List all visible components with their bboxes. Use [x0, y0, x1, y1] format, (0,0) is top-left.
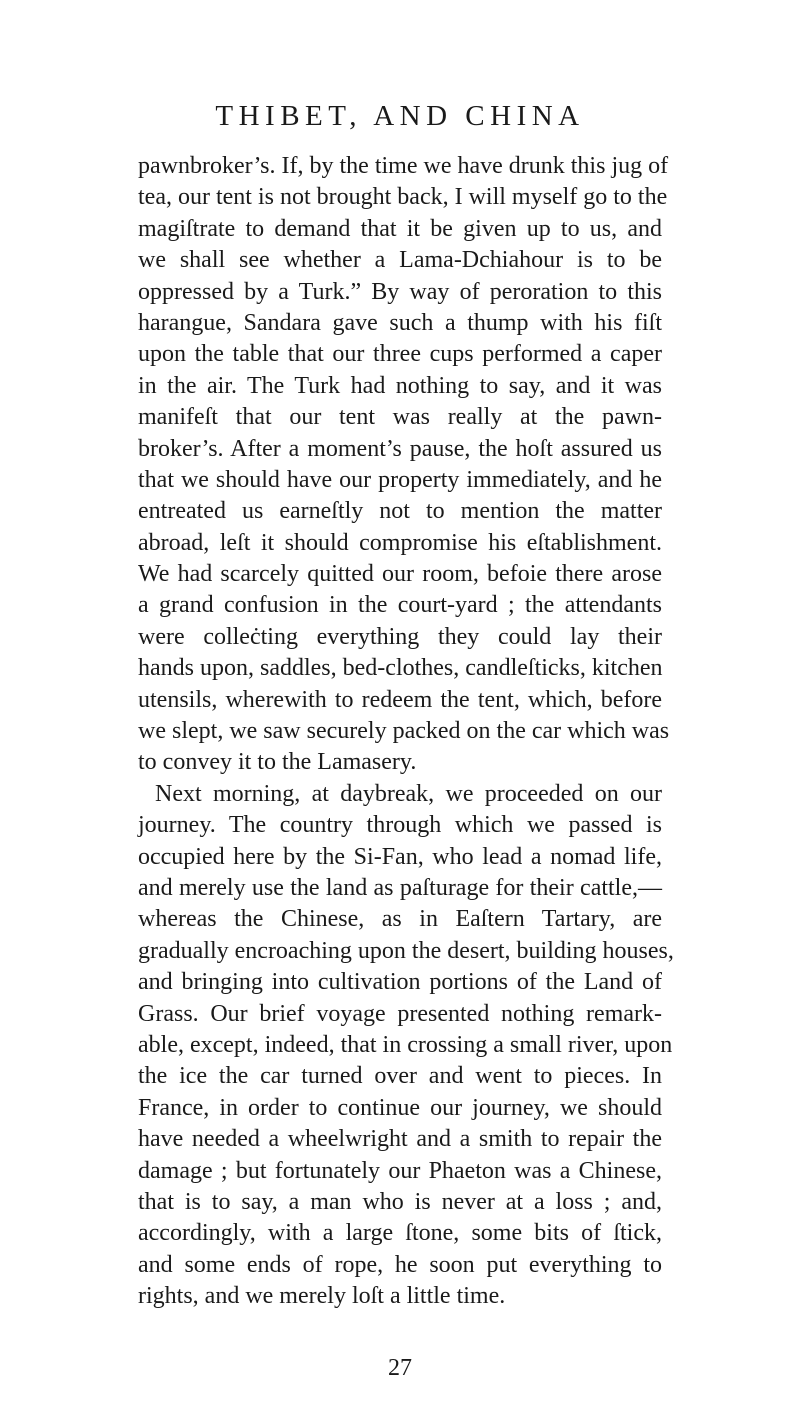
text-line: gradually encroaching upon the desert, building houses,	[138, 937, 674, 964]
text-line: a grand confusion in the court-yard ; the attendants	[138, 592, 662, 619]
text-line: entreated us earneſtly not to mention the matter	[138, 498, 662, 525]
text-line: broker’s. After a moment’s pause, the hoſt assured us	[138, 435, 662, 462]
text-line: journey. The country through which we passed is	[138, 812, 662, 839]
text-line: harangue, Sandara gave such a thump with his fiſt	[138, 309, 662, 336]
text-line: in the air. The Turk had nothing to say, and it was	[138, 372, 662, 399]
text-line: we slept, we saw securely packed on the car which was	[138, 718, 670, 745]
paragraph-start-line: Next morning, at daybreak, we proceeded on our	[155, 780, 662, 807]
text-line: the ice the car turned over and went to pieces. In	[138, 1063, 662, 1090]
text-line: occupied here by the Si-Fan, who lead a nomad life,	[138, 843, 662, 870]
text-line: have needed a wheelwright and a smith to repair the	[138, 1126, 662, 1153]
text-line: and bringing into cultivation portions of the Land of	[138, 969, 662, 996]
paragraph-end-line: rights, and we merely loſt a little time.	[138, 1283, 506, 1310]
page-number: 27	[388, 1355, 412, 1381]
text-line: able, except, indeed, that in crossing a small river, upon	[138, 1031, 673, 1058]
text-line: accordingly, with a large ſtone, some bits of ſtick,	[138, 1220, 662, 1247]
text-line: damage ; but fortunately our Phaeton was a Chinese,	[138, 1157, 662, 1184]
paragraph-end-line: to convey it to the Lamasery.	[138, 749, 417, 776]
text-line: magiſtrate to demand that it be given up to us, and	[138, 215, 662, 242]
text-line: manifeſt that our tent was really at the pawn-	[138, 404, 662, 431]
text-line: utensils, wherewith to redeem the tent, which, before	[138, 686, 662, 713]
text-line: hands upon, saddles, bed-clothes, candleſticks, kitchen	[138, 655, 663, 682]
text-line: France, in order to continue our journey, we should	[138, 1094, 662, 1121]
text-line: abroad, leſt it should compromise his eſtablishment.	[138, 529, 662, 556]
text-line: that we should have our property immediately, and he	[138, 466, 662, 493]
text-line: Grass. Our brief voyage presented nothing remark-	[138, 1000, 662, 1027]
text-line: We had scarcely quitted our room, befoie there arose	[138, 561, 662, 588]
text-line: we shall see whether a Lama-Dchiahour is to be	[138, 247, 662, 274]
text-line: whereas the Chinese, as in Eaſtern Tartary, are	[138, 906, 662, 933]
body-text	[138, 151, 674, 1312]
text-line: pawnbroker’s. If, by the time we have drunk this jug of	[138, 153, 669, 179]
text-line: tea, our tent is not brought back, I will myself go to the	[138, 184, 668, 211]
text-line: oppressed by a Turk.” By way of peroration to this	[138, 278, 662, 305]
text-line: upon the table that our three cups performed a caper	[138, 341, 662, 368]
running-head: THIBET, AND CHINA	[215, 100, 585, 132]
text-line: that is to say, a man who is never at a loss ; and,	[138, 1188, 662, 1215]
text-line: and some ends of rope, he soon put everything to	[138, 1251, 662, 1278]
text-line: were colleċting everything they could lay their	[138, 623, 662, 650]
text-line: and merely use the land as paſturage for their cattle,—	[138, 874, 662, 901]
